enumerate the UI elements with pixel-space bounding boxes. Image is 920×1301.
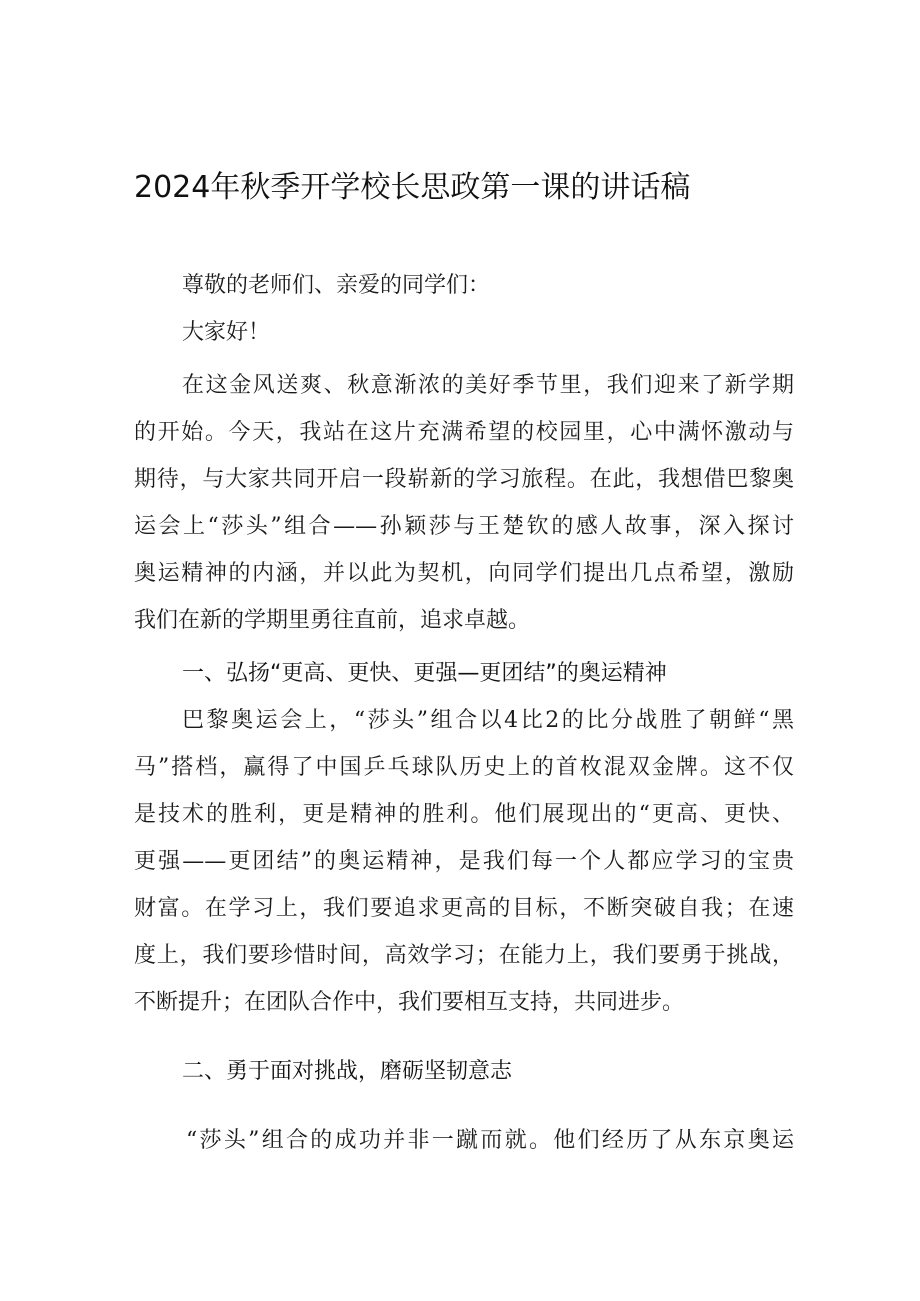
paragraph-line: 财富。在学习上，我们要追求更高的目标，不断突破自我；在速: [134, 896, 794, 921]
section-heading-1: 一、弘扬“更高、更快、更强—更团结”的奥运精神: [182, 661, 667, 686]
document-title: 2024年秋季开学校长思政第一课的讲话稿: [134, 170, 691, 205]
section1-paragraph: [134, 697, 794, 1026]
salutation: 尊敬的老师们、亲爱的同学们：: [182, 273, 491, 298]
paragraph-line: 我们在新的学期里勇往直前，追求卓越。: [134, 608, 531, 633]
paragraph-line: 马”搭档，赢得了中国乒乓球队历史上的首枚混双金牌。这不仅: [134, 755, 794, 780]
paragraph-line: “莎头”组合的成功并非一蹴而就。他们经历了从东京奥运: [186, 1128, 794, 1153]
paragraph-line: 巴黎奥运会上，“莎头”组合以4比2的比分战胜了朝鲜“黑: [182, 708, 794, 733]
paragraph-line: 度上，我们要珍惜时间，高效学习；在能力上，我们要勇于挑战，: [134, 943, 794, 968]
paragraph-line: 更强——更团结”的奥运精神，是我们每一个人都应学习的宝贵: [134, 849, 794, 874]
salutation-block: [134, 262, 794, 356]
greeting: 大家好！: [182, 320, 271, 345]
section-heading-2: 二、勇于面对挑战，磨砺坚韧意志: [182, 1059, 513, 1084]
section2-paragraph: [134, 1117, 794, 1164]
paragraph-line: 运会上“莎头”组合——孙颖莎与王楚钦的感人故事，深入探讨: [134, 514, 794, 539]
intro-paragraph: [134, 362, 794, 644]
paragraph-line: 在这金风送爽、秋意渐浓的美好季节里，我们迎来了新学期: [182, 373, 794, 398]
paragraph-line: 是技术的胜利，更是精神的胜利。他们展现出的“更高、更快、: [134, 802, 794, 827]
paragraph-line: 期待，与大家共同开启一段崭新的学习旅程。在此，我想借巴黎奥: [134, 467, 794, 492]
paragraph-line: 不断提升；在团队合作中，我们要相互支持，共同进步。: [134, 990, 685, 1015]
paragraph-line: 奥运精神的内涵，并以此为契机，向同学们提出几点希望，激励: [134, 561, 794, 586]
paragraph-line: 的开始。今天，我站在这片充满希望的校园里，心中满怀激动与: [134, 420, 794, 445]
